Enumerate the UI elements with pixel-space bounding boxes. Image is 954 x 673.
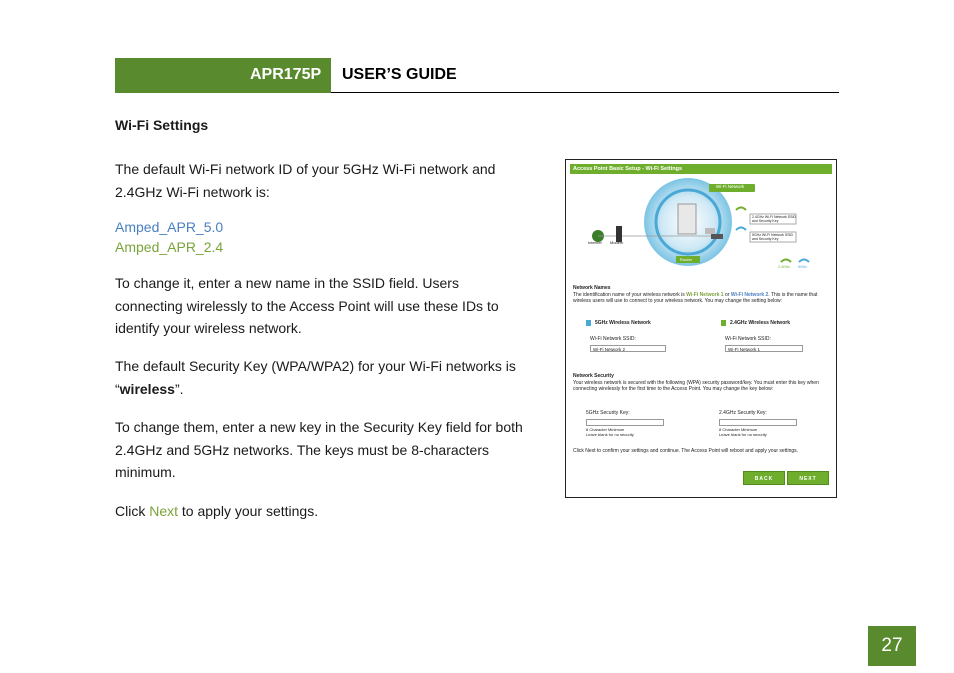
security-line-2 bbox=[115, 378, 555, 401]
wifi-network-label: Wi-Fi Network bbox=[716, 184, 745, 189]
key5-input[interactable] bbox=[586, 419, 664, 426]
section-title: Wi-Fi Settings bbox=[115, 117, 209, 133]
key5-blank-note: Leave blank for no security bbox=[586, 432, 634, 437]
laptop-icon bbox=[711, 234, 723, 239]
click-next-paragraph bbox=[115, 500, 555, 523]
ssid-24ghz: Amped_APR_2.4 bbox=[115, 239, 224, 255]
change-key-paragraph bbox=[115, 416, 555, 484]
ssid24-label: Wi-Fi Network SSID: bbox=[725, 336, 771, 342]
security-text: Your wireless network is secured with the following (WPA) security password/key. You must enter this key when connecting wirelessly for the first time to the Access Point. You may change the key below: bbox=[573, 380, 819, 392]
ssid-5ghz: Amped_APR_5.0 bbox=[115, 219, 224, 235]
col24-marker bbox=[721, 320, 726, 326]
next-button[interactable]: NEXT bbox=[787, 471, 829, 485]
header-rule bbox=[331, 92, 839, 93]
ssid5-input[interactable]: Wi-Fi Network 2 bbox=[590, 345, 666, 352]
page-number: 27 bbox=[868, 626, 916, 666]
header-guide-title: USER’S GUIDE bbox=[342, 66, 457, 83]
col24-heading: 2.4GHz Wireless Network bbox=[730, 320, 790, 326]
screenshot-title: Access Point Basic Setup - Wi-Fi Settings bbox=[570, 164, 832, 174]
key5-label: 5GHz Security Key: bbox=[586, 410, 630, 416]
default-key: wireless bbox=[119, 380, 175, 397]
change-key-line-1: To change them, enter a new key in the Security Key field for both bbox=[115, 419, 523, 435]
col5-heading: 5GHz Wireless Network bbox=[595, 320, 651, 326]
key5-min-note: 8 Character Minimum bbox=[586, 427, 625, 432]
change-key-line-2: 2.4GHz and 5GHz networks. The keys must be 8-characters bbox=[115, 441, 490, 458]
quote-open: “ bbox=[115, 380, 120, 397]
badge-24ghz: 2.4GHz bbox=[778, 265, 790, 269]
names-net1: Wi-Fi Network 1 bbox=[686, 292, 724, 298]
names-text-2: . This is the name that wireless users will use to connect to your wireless network. You may change the setting below: bbox=[573, 292, 818, 304]
change-ssid-paragraph bbox=[115, 272, 555, 340]
change-ssid-line-3: identify your wireless network. bbox=[115, 320, 302, 336]
security-heading: Network Security bbox=[573, 373, 614, 379]
change-ssid-line-1: To change it, enter a new name in the SSID field. Users bbox=[115, 275, 459, 291]
ssid-list bbox=[115, 217, 555, 257]
wifi-5-icon bbox=[799, 260, 809, 263]
ssid24-input[interactable]: Wi-Fi Network 1 bbox=[725, 345, 803, 352]
access-point-device bbox=[678, 204, 696, 234]
key24-input[interactable] bbox=[719, 419, 797, 426]
wifi-24-icon bbox=[781, 260, 791, 263]
intro-line-2: 2.4GHz Wi-Fi network is: bbox=[115, 183, 270, 200]
change-key-line-3: minimum. bbox=[115, 464, 176, 480]
click-prefix: Click bbox=[115, 503, 150, 519]
network-names-text bbox=[573, 292, 825, 304]
back-button[interactable]: BACK bbox=[743, 471, 785, 485]
key24-blank-note: Leave blank for no security bbox=[719, 432, 767, 437]
security-paragraph bbox=[115, 355, 555, 400]
wifi-blue-icon bbox=[736, 228, 746, 231]
quote-close: ”. bbox=[174, 380, 184, 397]
click-suffix: to apply your settings. bbox=[178, 503, 319, 519]
key24-label: 2.4GHz Security Key: bbox=[719, 410, 767, 416]
names-or: or bbox=[724, 292, 730, 298]
key24-min-note: 8 Character Minimum bbox=[719, 427, 758, 432]
intro-paragraph bbox=[115, 158, 555, 203]
ssid5-label: Wi-Fi Network SSID: bbox=[590, 336, 636, 342]
intro-line-1: The default Wi-Fi network ID of your 5GHz Wi-Fi network and bbox=[115, 161, 496, 177]
col5-marker bbox=[586, 320, 591, 326]
network-diagram bbox=[566, 174, 836, 279]
internet-label: Internet bbox=[588, 240, 602, 245]
modem-label: Modem bbox=[610, 240, 624, 245]
router-label: Router bbox=[680, 257, 693, 262]
names-text-1: The identification name of your wireless network is bbox=[573, 292, 685, 298]
wifi-settings-screenshot bbox=[565, 159, 837, 498]
net24-label: 2.4GHz Wi-Fi Network SSID and Security Key bbox=[752, 215, 796, 223]
confirm-text: Click Next to confirm your settings and continue. The Access Point will reboot and apply your settings. bbox=[573, 448, 799, 454]
next-keyword: Next bbox=[149, 503, 179, 519]
net5-label: 5GHz Wi-Fi Network SSID and Security Key bbox=[752, 233, 794, 241]
change-ssid-line-2: connecting wirelessly to the Access Point will use these IDs to bbox=[115, 297, 499, 314]
security-line-1: The default Security Key (WPA/WPA2) for your Wi-Fi networks is bbox=[115, 358, 516, 374]
wifi-green-icon bbox=[736, 208, 746, 211]
printer-icon bbox=[705, 228, 715, 234]
network-names-heading: Network Names bbox=[573, 285, 611, 291]
names-net2: Wi-Fi Network 2 bbox=[730, 292, 769, 298]
header-model: APR175P bbox=[250, 66, 322, 83]
badge-5ghz: 5GHz bbox=[798, 265, 807, 269]
